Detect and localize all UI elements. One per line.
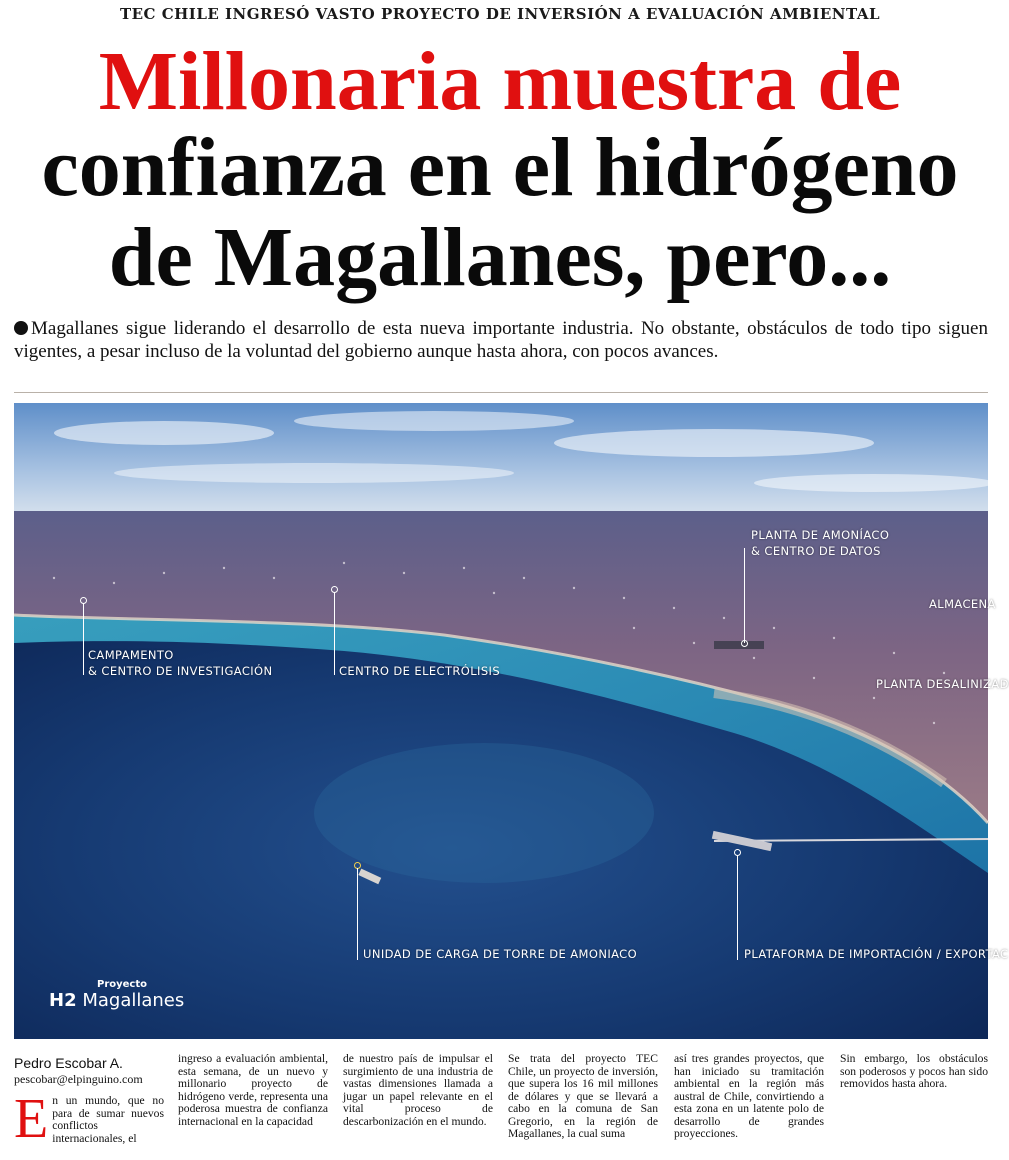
callout-campamento (88, 647, 273, 679)
callout-planta-amoniaco (751, 527, 889, 559)
byline-email: pescobar@elpinguino.com (14, 1072, 143, 1086)
divider (14, 392, 988, 393)
bullet-icon (14, 321, 28, 335)
column-text: así tres grandes proyectos, que han iniciado su tramitación ambiental en la región más austral de Chile, convirtiendo a esta zona en un latente polo de desarrollo de grandes proyecciones. (674, 1052, 824, 1140)
callout-line-campamento (83, 603, 84, 675)
callout-electrolisis (339, 663, 500, 679)
article-column-1 (14, 1088, 164, 1150)
brand-name: Magallanes (82, 990, 185, 1011)
callout-text: CAMPAMENTO (88, 648, 174, 662)
article-column-5 (674, 1053, 824, 1141)
callout-text: UNIDAD DE CARGA DE TORRE DE AMONIACO (363, 947, 638, 961)
aerial-photo-illustration (14, 403, 988, 1039)
callout-text: CENTRO DE ELECTRÓLISIS (339, 664, 501, 678)
brand-logo (49, 990, 184, 1011)
column-text: n un mundo, que no para de sumar nuevos conflictos internacionales, el (52, 1094, 164, 1145)
drop-cap: E (14, 1088, 49, 1150)
callout-line-planta (744, 548, 745, 643)
article-column-3 (343, 1053, 493, 1128)
callout-plataforma (744, 946, 1008, 962)
headline-line-3: de Magallanes, pero... (108, 211, 892, 304)
callout-text: ALMACENA (929, 597, 996, 611)
brand-h2: H2 (49, 990, 77, 1011)
column-text: Sin embargo, los obstáculos son poderosos y pocos han sido removidos hasta ahora. (840, 1052, 988, 1090)
callout-dot-planta (741, 640, 748, 647)
callout-line-electrolisis (334, 592, 335, 675)
callout-text: PLATAFORMA DE IMPORTACIÓN / EXPORTAC (744, 947, 1009, 961)
lead-paragraph (14, 317, 988, 363)
callout-line-unidad-carga (357, 868, 358, 960)
callout-unidad-carga (363, 946, 637, 962)
callout-almacenamiento (929, 596, 996, 612)
column-text: ingreso a evaluación ambiental, esta semana, de un nuevo y millonario proyecto de hidrógeno verde, representa una poderosa muestra de confianza internacional en la capacidad (178, 1052, 328, 1128)
callout-text: & CENTRO DE DATOS (751, 544, 881, 558)
callout-text: PLANTA DESALINIZAD (876, 677, 1009, 691)
callout-text: & CENTRO DE INVESTIGACIÓN (88, 664, 273, 678)
callout-desalinizadora (876, 676, 1009, 692)
kicker: TEC CHILE INGRESÓ VASTO PROYECTO DE INVERSIÓN A EVALUACIÓN AMBIENTAL (119, 5, 881, 23)
byline-author: Pedro Escobar A. (14, 1055, 123, 1071)
callout-text: PLANTA DE AMONÍACO (751, 528, 890, 542)
article-column-6 (840, 1053, 988, 1091)
headline-line-1: Millonaria muestra de (98, 35, 902, 128)
brand-label-small: Proyecto (97, 979, 148, 990)
article-column-4 (508, 1053, 658, 1141)
lead-text: Magallanes sigue liderando el desarrollo de esta nueva importante industria. No obstante, obstáculos de todo tipo siguen vigentes, a pesar incluso de la voluntad del gobierno aunque hasta ahora, con pocos avances. (14, 318, 988, 362)
callout-line-plataforma (737, 855, 738, 960)
column-text: Se trata del proyecto TEC Chile, un proyecto de inversión, que supera los 16 mil millones de dólares y que se llevará a cabo en la comuna de San Gregorio, en la región de Magallanes, la cual suma (508, 1052, 658, 1140)
column-text: de nuestro país de impulsar el surgimiento de una industria de vastas dimensiones llamada a jugar un papel relevante en el vital proceso de descarbonización en el mundo. (343, 1052, 493, 1128)
aerial-photo (14, 403, 1009, 1039)
headline-line-2: confianza en el hidrógeno (41, 121, 959, 214)
article-column-2 (178, 1053, 328, 1128)
